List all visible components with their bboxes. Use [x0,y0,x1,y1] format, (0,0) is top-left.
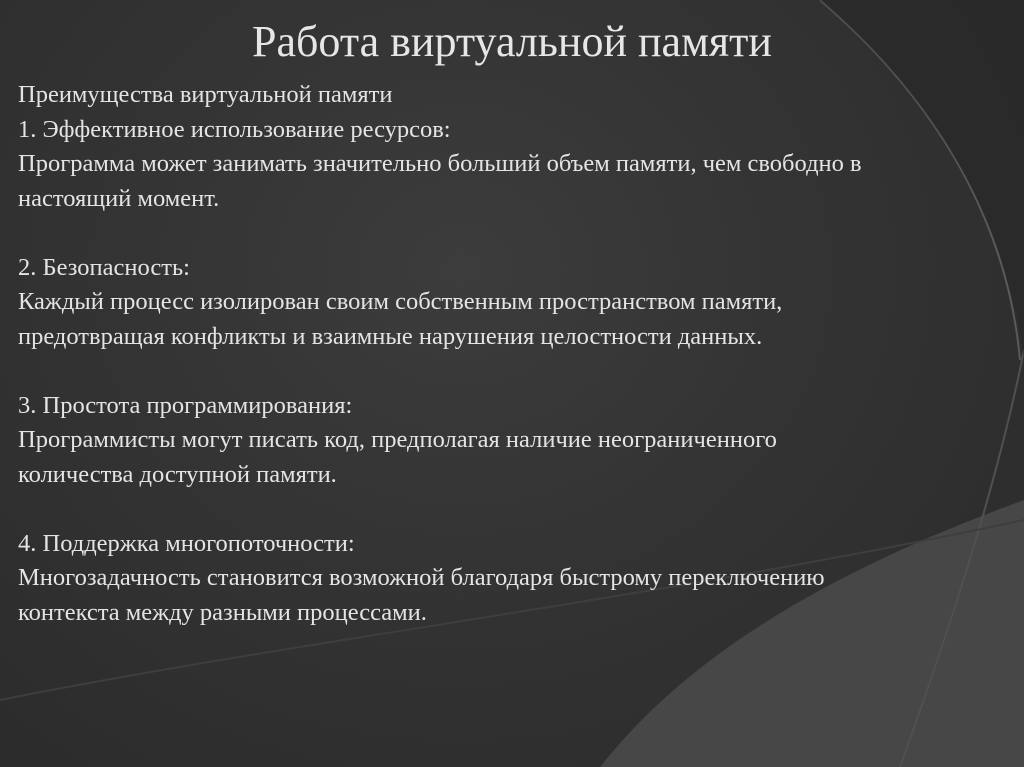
section-2-line-1: Каждый процесс изолирован своим собственным пространством памяти, [18,288,783,315]
section-2-heading: 2. Безопасность: [18,253,190,281]
section-1-heading: 1. Эффективное использование ресурсов: [18,115,451,143]
section-4-heading: 4. Поддержка многопоточности: [18,529,355,557]
section-1-line-2: настоящий момент. [18,184,220,212]
section-1-line-1: Программа может занимать значительно больший объем памяти, чем свободно в [18,150,862,177]
section-4-line-2: контекста между разными процессами. [18,598,427,626]
section-4-line-1: Многозадачность становится возможной благодаря быстрому переключению [18,564,825,591]
intro-text: Преимущества виртуальной памяти [18,81,393,108]
spacer [18,492,1018,527]
section-3-line-1: Программисты могут писать код, предполагая наличие неограниченного [18,426,777,453]
slide-body [18,78,1018,630]
section-3-line-2: количества доступной памяти. [18,460,337,488]
section-3-heading: 3. Простота программирования: [18,391,353,419]
slide-title: Работа виртуальной памяти [252,17,772,66]
spacer [18,354,1018,389]
spacer [18,216,1018,251]
section-2-line-2: предотвращая конфликты и взаимные нарушения целостности данных. [18,322,763,350]
